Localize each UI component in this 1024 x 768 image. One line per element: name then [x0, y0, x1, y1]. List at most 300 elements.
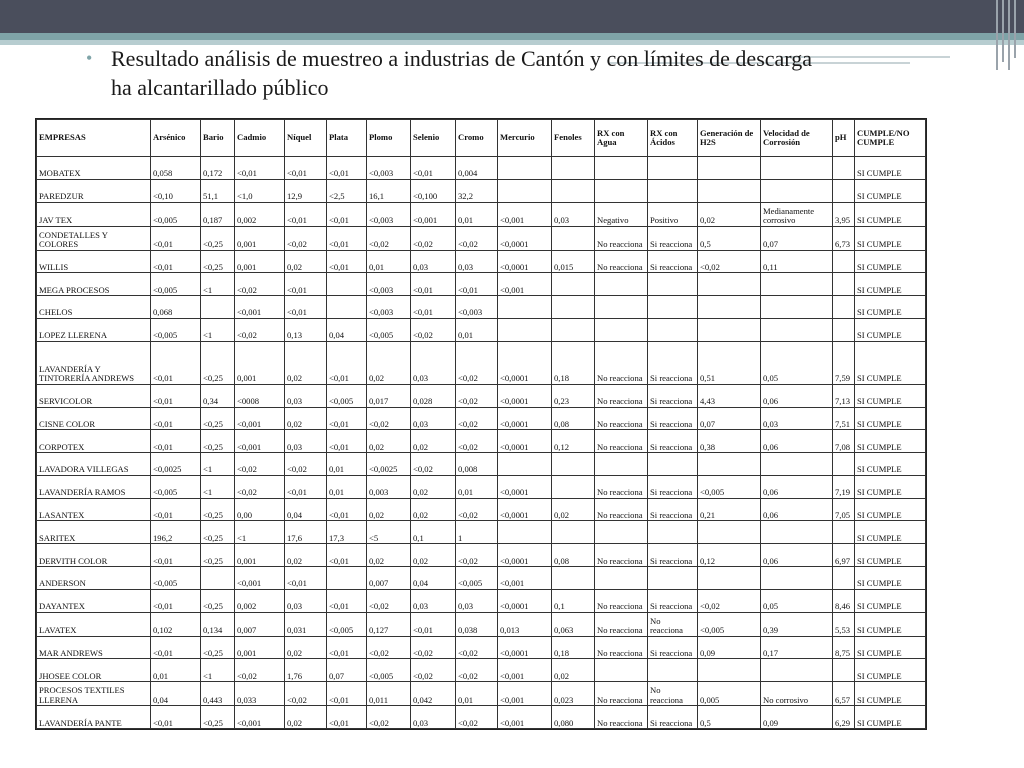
table-cell: <0,01 [411, 612, 456, 636]
table-cell: 0,06 [761, 498, 833, 521]
table-cell: 0,06 [761, 430, 833, 453]
table-cell [761, 296, 833, 319]
table-cell: Si reacciona [648, 250, 698, 273]
table-cell: <0,02 [367, 407, 411, 430]
table-cell: 0,011 [367, 682, 411, 706]
table-cell: 0,11 [761, 250, 833, 273]
column-header: Arsénico [151, 120, 201, 157]
table-cell: <0,0001 [498, 498, 552, 521]
column-header: Mercurio [498, 120, 552, 157]
table-cell: <0,005 [327, 384, 367, 407]
table-cell: 0,01 [367, 250, 411, 273]
table-cell: <1 [201, 273, 235, 296]
table-cell: 0,02 [552, 498, 595, 521]
table-cell: 4,43 [698, 384, 761, 407]
table-cell: 0,001 [235, 636, 285, 659]
table-cell: <2,5 [327, 179, 367, 202]
table-cell: <0,003 [367, 296, 411, 319]
table-cell: 0,13 [285, 318, 327, 341]
table-cell: 0,02 [552, 659, 595, 682]
table-cell: 0,04 [151, 682, 201, 706]
table-cell [698, 273, 761, 296]
table-cell: <0,01 [456, 273, 498, 296]
table-cell: No reacciona [595, 682, 648, 706]
table-cell: 0,023 [552, 682, 595, 706]
table-cell [698, 521, 761, 544]
table-cell: 0,02 [367, 498, 411, 521]
table-cell: 0,01 [456, 682, 498, 706]
table-cell: 0,02 [411, 498, 456, 521]
table-cell [595, 567, 648, 590]
table-row [37, 612, 926, 636]
table-cell: <0,01 [151, 250, 201, 273]
table-cell: 0,007 [367, 567, 411, 590]
company-cell: PAREDZUR [37, 179, 151, 202]
table-cell: <0,01 [151, 407, 201, 430]
table-row [37, 250, 926, 273]
table-cell [552, 273, 595, 296]
table-cell: 6,29 [833, 706, 855, 729]
table-cell: <0,01 [285, 202, 327, 226]
table-cell [595, 453, 648, 476]
table-cell: 0,02 [285, 636, 327, 659]
table-cell: <0,01 [151, 430, 201, 453]
table-cell [833, 521, 855, 544]
column-header: RX con Ácidos [648, 120, 698, 157]
table-row [37, 453, 926, 476]
table-cell [833, 273, 855, 296]
table-row [37, 341, 926, 384]
company-cell: CORPOTEX [37, 430, 151, 453]
table-row [37, 296, 926, 319]
table-cell: <0,005 [456, 567, 498, 590]
table-cell: Si reacciona [648, 384, 698, 407]
table-cell: <0,001 [498, 682, 552, 706]
table-cell: <1 [201, 475, 235, 498]
table-cell: <0,02 [411, 226, 456, 250]
table-cell: 0,08 [552, 544, 595, 567]
table-cell: No reacciona [595, 498, 648, 521]
column-header: Velocidad de Corrosión [761, 120, 833, 157]
table-cell: 0,02 [367, 341, 411, 384]
table-cell: 0,031 [285, 612, 327, 636]
table-cell: No reacciona [595, 544, 648, 567]
table-cell [552, 521, 595, 544]
table-cell [761, 567, 833, 590]
table-cell: <0,0001 [498, 341, 552, 384]
table-cell: 7,51 [833, 407, 855, 430]
table-row [37, 589, 926, 612]
table-cell: <0,001 [498, 567, 552, 590]
company-cell: CONDETALLES Y COLORES [37, 226, 151, 250]
table-row [37, 226, 926, 250]
table-cell [595, 179, 648, 202]
table-cell: <0,01 [411, 273, 456, 296]
table-cell: 0,34 [201, 384, 235, 407]
table-cell: 0,033 [235, 682, 285, 706]
table-cell: <0,02 [285, 226, 327, 250]
table-cell: 0,07 [327, 659, 367, 682]
table-cell: <0,01 [327, 636, 367, 659]
table-cell: <0,25 [201, 544, 235, 567]
table-cell [761, 453, 833, 476]
table-cell: <0,01 [327, 226, 367, 250]
table-cell: 0,127 [367, 612, 411, 636]
table-cell [201, 296, 235, 319]
table-cell: Si reacciona [648, 226, 698, 250]
table-cell [595, 157, 648, 180]
table-cell: 3,95 [833, 202, 855, 226]
table-cell: 0,51 [698, 341, 761, 384]
table-cell: 0,03 [285, 589, 327, 612]
table-cell [698, 157, 761, 180]
table-cell [648, 567, 698, 590]
table-cell: <0,25 [201, 521, 235, 544]
table-cell: <0,02 [367, 636, 411, 659]
table-cell [698, 296, 761, 319]
table-row [37, 273, 926, 296]
table-cell: <1 [235, 521, 285, 544]
column-header: Plata [327, 120, 367, 157]
table-cell: <0,01 [285, 273, 327, 296]
table-cell: 0,03 [411, 250, 456, 273]
table-row [37, 567, 926, 590]
table-cell: 0,06 [761, 384, 833, 407]
table-cell: <0,02 [456, 430, 498, 453]
table-cell: <0,02 [456, 636, 498, 659]
table-cell [648, 453, 698, 476]
table-cell: 0,04 [411, 567, 456, 590]
table-cell: <0,005 [367, 318, 411, 341]
table-cell [552, 296, 595, 319]
table-cell: No reacciona [595, 475, 648, 498]
table-cell: 32,2 [456, 179, 498, 202]
table-cell: 0,02 [367, 430, 411, 453]
table-cell: 0,5 [698, 226, 761, 250]
column-header: Cadmio [235, 120, 285, 157]
table-body [37, 157, 926, 729]
company-cell: JAV TEX [37, 202, 151, 226]
table-cell: 0,02 [285, 706, 327, 729]
table-cell [833, 250, 855, 273]
table-cell: 0,17 [761, 636, 833, 659]
table-cell [595, 318, 648, 341]
table-cell: 7,08 [833, 430, 855, 453]
table-cell: 0,06 [761, 475, 833, 498]
table-cell: <0,25 [201, 498, 235, 521]
table-cell: No reacciona [595, 407, 648, 430]
company-cell: SARITEX [37, 521, 151, 544]
table-cell: 0,18 [552, 341, 595, 384]
table-cell: <0,01 [411, 157, 456, 180]
table-cell: SI CUMPLE [855, 682, 926, 706]
table-cell: <0,02 [698, 589, 761, 612]
table-cell: 0,02 [411, 430, 456, 453]
table-cell: 7,19 [833, 475, 855, 498]
table-cell: 0,013 [498, 612, 552, 636]
table-cell: SI CUMPLE [855, 521, 926, 544]
table-cell [327, 273, 367, 296]
table-cell: <0,003 [456, 296, 498, 319]
table-cell: No reacciona [648, 612, 698, 636]
table-cell: 0,03 [411, 407, 456, 430]
table-cell: SI CUMPLE [855, 475, 926, 498]
table-cell: <0,02 [235, 453, 285, 476]
table-cell: SI CUMPLE [855, 179, 926, 202]
table-cell: <0,02 [456, 341, 498, 384]
table-cell [595, 296, 648, 319]
table-cell: <0,25 [201, 589, 235, 612]
table-row [37, 706, 926, 729]
table-cell: Si reacciona [648, 589, 698, 612]
table-cell [833, 179, 855, 202]
table-cell: 0,06 [761, 544, 833, 567]
table-cell: 5,53 [833, 612, 855, 636]
table-cell: No reacciona [595, 589, 648, 612]
table-cell: No reacciona [648, 682, 698, 706]
table-row [37, 544, 926, 567]
table-cell: 17,3 [327, 521, 367, 544]
table-cell: <0,01 [151, 706, 201, 729]
table-row [37, 407, 926, 430]
table-cell: <0,02 [456, 226, 498, 250]
table-cell: <0,02 [411, 318, 456, 341]
table-cell: <0,0025 [151, 453, 201, 476]
table-cell: Si reacciona [648, 706, 698, 729]
table-cell: 0,134 [201, 612, 235, 636]
table-cell: 0,03 [552, 202, 595, 226]
table-cell [648, 179, 698, 202]
table-cell: No reacciona [595, 226, 648, 250]
table-cell: 0,443 [201, 682, 235, 706]
table-cell: <0,02 [285, 682, 327, 706]
table-cell: <0,001 [498, 706, 552, 729]
table-row [37, 682, 926, 706]
table-cell: Si reacciona [648, 544, 698, 567]
table-cell: 0,05 [761, 341, 833, 384]
table-cell: 0,07 [698, 407, 761, 430]
table-cell: 0,07 [761, 226, 833, 250]
company-cell: LAVANDERÍA Y TINTORERÍA ANDREWS [37, 341, 151, 384]
table-cell [698, 567, 761, 590]
table-cell: 1 [456, 521, 498, 544]
company-cell: SERVICOLOR [37, 384, 151, 407]
table-cell [698, 659, 761, 682]
table-cell: SI CUMPLE [855, 589, 926, 612]
table-cell: <0,0001 [498, 475, 552, 498]
company-cell: MAR ANDREWS [37, 636, 151, 659]
table-cell: No reacciona [595, 250, 648, 273]
table-cell: 0,008 [456, 453, 498, 476]
table-cell: 0,004 [456, 157, 498, 180]
company-cell: LOPEZ LLERENA [37, 318, 151, 341]
table-cell: 6,57 [833, 682, 855, 706]
table-cell [327, 567, 367, 590]
table-cell: 0,02 [285, 341, 327, 384]
table-cell: Si reacciona [648, 407, 698, 430]
table-row [37, 430, 926, 453]
table-cell: 7,05 [833, 498, 855, 521]
table-cell: 0,02 [285, 250, 327, 273]
table-cell: <0,0001 [498, 636, 552, 659]
table-cell: <0,02 [411, 636, 456, 659]
table-cell: <0,0001 [498, 407, 552, 430]
results-table [36, 119, 926, 729]
table-cell: 0,002 [235, 589, 285, 612]
table-cell: 8,75 [833, 636, 855, 659]
slide-title [86, 44, 826, 102]
table-cell: <0,01 [285, 296, 327, 319]
table-cell: No reacciona [595, 612, 648, 636]
table-cell: <0,01 [151, 498, 201, 521]
table-cell: SI CUMPLE [855, 273, 926, 296]
table-cell: <0,001 [235, 706, 285, 729]
table-cell: 0,01 [456, 202, 498, 226]
table-cell: 0,03 [761, 407, 833, 430]
table-cell [648, 273, 698, 296]
company-cell: JHOSEE COLOR [37, 659, 151, 682]
table-cell: 0,18 [552, 636, 595, 659]
table-cell: Medianamente corrosivo [761, 202, 833, 226]
table-cell: <0,02 [235, 318, 285, 341]
table-cell: 0,003 [367, 475, 411, 498]
table-cell: 0,1 [411, 521, 456, 544]
table-cell: 0,001 [235, 341, 285, 384]
table-row [37, 636, 926, 659]
table-cell: <0,0025 [367, 453, 411, 476]
table-cell: 0,38 [698, 430, 761, 453]
table-cell: <5 [367, 521, 411, 544]
table-cell: 0,172 [201, 157, 235, 180]
table-row [37, 179, 926, 202]
table-cell [761, 179, 833, 202]
accent-strip [0, 33, 1024, 40]
table-cell: <0,02 [456, 498, 498, 521]
table-cell: 0,063 [552, 612, 595, 636]
bullet-icon: • [86, 48, 93, 68]
company-cell: CHELOS [37, 296, 151, 319]
company-cell: LAVANDERÍA PANTE [37, 706, 151, 729]
table-cell: <0,01 [151, 341, 201, 384]
table-cell: Si reacciona [648, 475, 698, 498]
table-cell: 0,01 [456, 475, 498, 498]
table-cell: <0,005 [367, 659, 411, 682]
table-cell: 0,21 [698, 498, 761, 521]
table-cell: 0,5 [698, 706, 761, 729]
table-cell [327, 296, 367, 319]
table-cell: Si reacciona [648, 636, 698, 659]
table-cell: 0,03 [285, 430, 327, 453]
table-cell: 196,2 [151, 521, 201, 544]
table-cell: <0,001 [235, 567, 285, 590]
column-header: Fenoles [552, 120, 595, 157]
table-cell: <0,003 [367, 157, 411, 180]
table-cell: <0,02 [235, 659, 285, 682]
table-cell: <0,0001 [498, 430, 552, 453]
table-cell: 0,05 [761, 589, 833, 612]
table-cell: Si reacciona [648, 498, 698, 521]
table-cell [648, 157, 698, 180]
table-cell: 17,6 [285, 521, 327, 544]
table-cell [498, 179, 552, 202]
table-cell: 0,02 [285, 407, 327, 430]
table-cell: <0,01 [327, 430, 367, 453]
table-cell: No reacciona [595, 636, 648, 659]
table-cell: 0,03 [285, 384, 327, 407]
table-cell: <1 [201, 453, 235, 476]
table-cell: <0,0001 [498, 384, 552, 407]
table-cell: <0,10 [151, 179, 201, 202]
table-cell: <0,01 [327, 498, 367, 521]
table-cell [552, 179, 595, 202]
table-cell [552, 226, 595, 250]
table-cell: <0,01 [151, 636, 201, 659]
table-row [37, 659, 926, 682]
table-cell: SI CUMPLE [855, 612, 926, 636]
table-cell: 0,001 [235, 250, 285, 273]
table-cell [648, 521, 698, 544]
table-cell: 0,001 [235, 226, 285, 250]
table-cell [552, 157, 595, 180]
table-cell: No reacciona [595, 706, 648, 729]
table-cell: 0,058 [151, 157, 201, 180]
table-cell: SI CUMPLE [855, 407, 926, 430]
table-cell [698, 318, 761, 341]
table-cell: No reacciona [595, 430, 648, 453]
table-cell [595, 273, 648, 296]
title-text: Resultado análisis de muestreo a industrias de Cantón y con límites de descarga ha alcantarillado público [111, 46, 812, 100]
table-cell [833, 453, 855, 476]
column-header: Níquel [285, 120, 327, 157]
company-cell: MOBATEX [37, 157, 151, 180]
table-cell [498, 318, 552, 341]
table-cell [833, 157, 855, 180]
table-row [37, 202, 926, 226]
table-cell: 0,102 [151, 612, 201, 636]
table-cell: <0,01 [151, 226, 201, 250]
table-cell: 16,1 [367, 179, 411, 202]
table-cell: 0,005 [698, 682, 761, 706]
table-cell: <0,001 [411, 202, 456, 226]
table-cell: 0,01 [327, 475, 367, 498]
table-cell: <0,25 [201, 636, 235, 659]
table-cell [648, 296, 698, 319]
table-cell [552, 567, 595, 590]
company-cell: ANDERSON [37, 567, 151, 590]
table-cell [761, 659, 833, 682]
table-cell: 0,02 [698, 202, 761, 226]
table-cell [648, 659, 698, 682]
table-cell [761, 521, 833, 544]
table-cell [498, 521, 552, 544]
table-cell: <0,02 [367, 589, 411, 612]
table-cell [698, 179, 761, 202]
table-cell: <0,01 [327, 157, 367, 180]
company-cell: LAVATEX [37, 612, 151, 636]
table-row [37, 521, 926, 544]
table-cell: SI CUMPLE [855, 706, 926, 729]
table-cell: 0,09 [761, 706, 833, 729]
table-cell: <0,0001 [498, 226, 552, 250]
table-cell: <0,0001 [498, 589, 552, 612]
table-cell [761, 157, 833, 180]
table-cell: <0,005 [151, 318, 201, 341]
table-cell: <0,25 [201, 250, 235, 273]
table-cell: <0,02 [456, 544, 498, 567]
table-cell: <0,01 [327, 341, 367, 384]
table-cell: Si reacciona [648, 341, 698, 384]
column-header: RX con Agua [595, 120, 648, 157]
